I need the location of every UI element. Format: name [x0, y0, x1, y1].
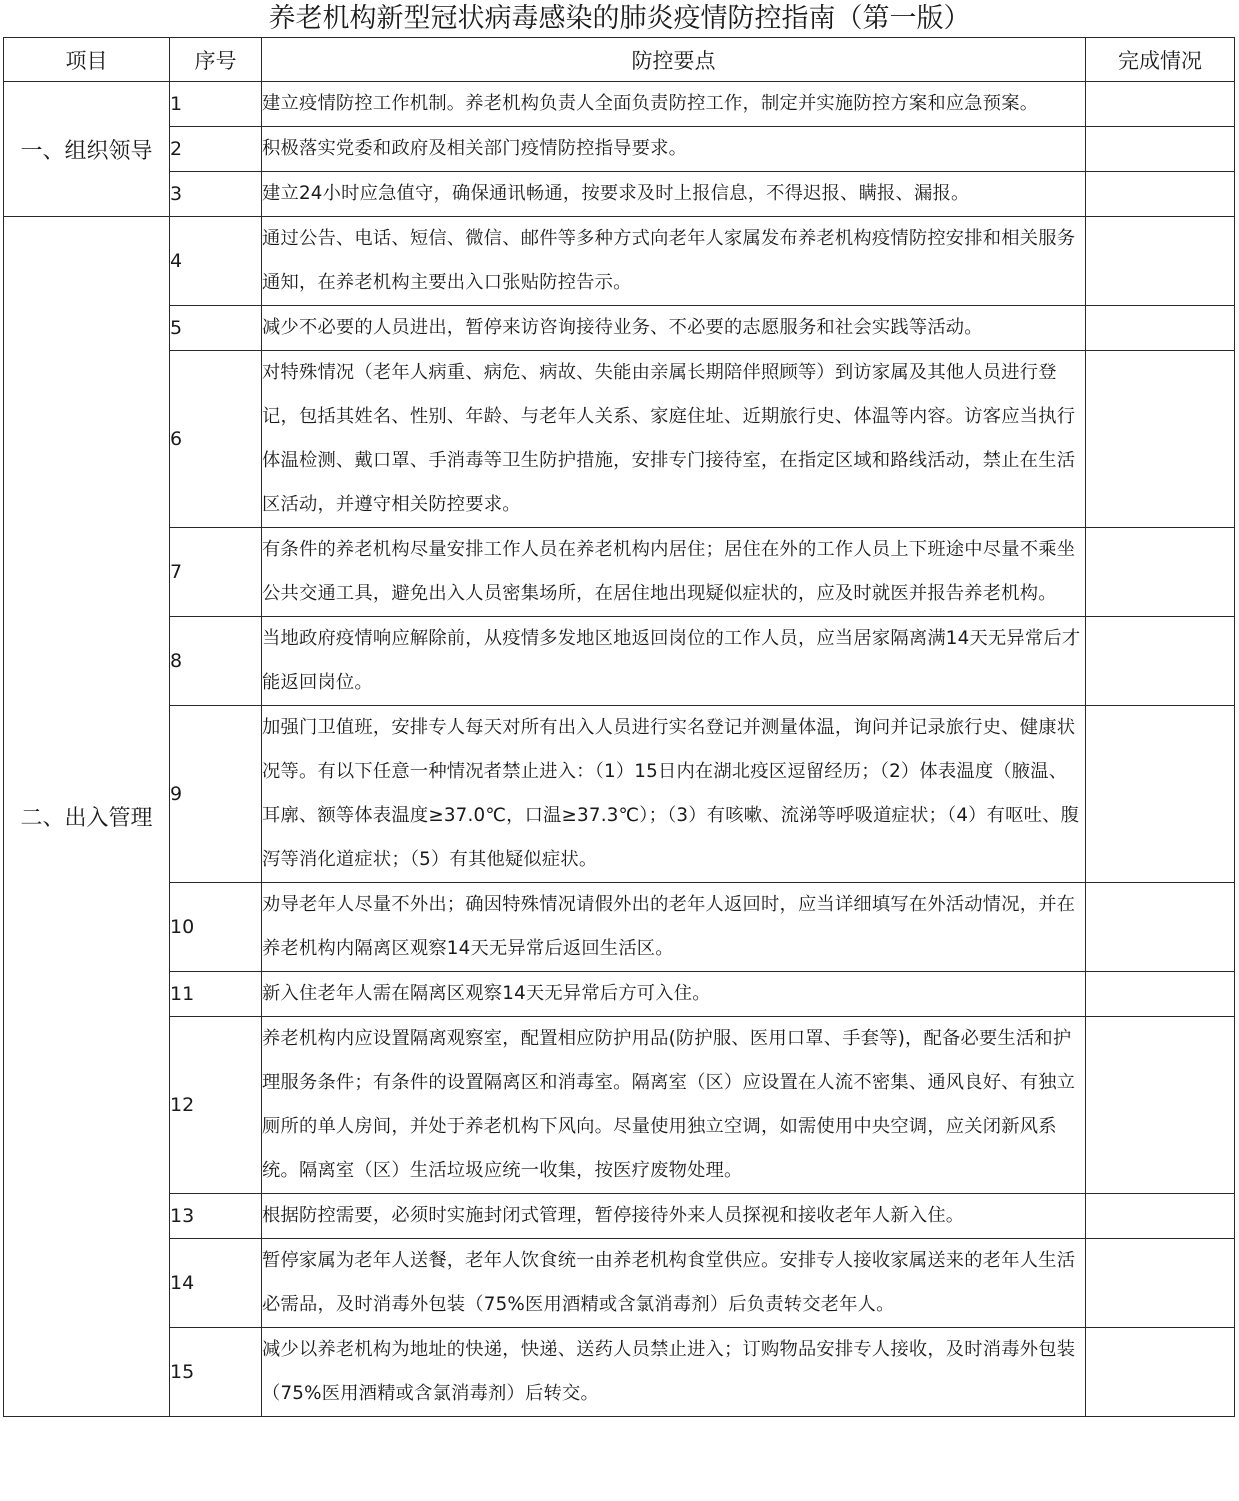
row-seq: 5 — [170, 306, 262, 351]
header-row — [4, 38, 1235, 82]
row-seq: 11 — [170, 972, 262, 1017]
row-status-cell — [1086, 127, 1235, 172]
row-seq: 8 — [170, 617, 262, 706]
row-point: 通过公告、电话、短信、微信、邮件等多种方式向老年人家属发布养老机构疫情防控安排和相关服务通知，在养老机构主要出入口张贴防控告示。 — [262, 217, 1086, 306]
header-points: 防控要点 — [262, 38, 1086, 82]
row-status-cell — [1086, 1017, 1235, 1194]
table-row — [4, 883, 1235, 972]
table-row — [4, 351, 1235, 528]
row-status-cell — [1086, 217, 1235, 306]
table-row — [4, 972, 1235, 1017]
table-row — [4, 127, 1235, 172]
table-row — [4, 217, 1235, 306]
row-seq: 1 — [170, 82, 262, 127]
row-point: 当地政府疫情响应解除前，从疫情多发地区地返回岗位的工作人员，应当居家隔离满14天无异常后才能返回岗位。 — [262, 617, 1086, 706]
row-status-cell — [1086, 82, 1235, 127]
row-point: 暂停家属为老年人送餐，老年人饮食统一由养老机构食堂供应。安排专人接收家属送来的老年人生活必需品，及时消毒外包装（75%医用酒精或含氯消毒剂）后负责转交老年人。 — [262, 1239, 1086, 1328]
row-seq: 7 — [170, 528, 262, 617]
row-status-cell — [1086, 1328, 1235, 1417]
row-seq: 6 — [170, 351, 262, 528]
table-row — [4, 1194, 1235, 1239]
row-point: 加强门卫值班，安排专人每天对所有出入人员进行实名登记并测量体温，询问并记录旅行史、健康状况等。有以下任意一种情况者禁止进入：（1）15日内在湖北疫区逗留经历；（2）体表温度（腋温、耳廓、额等体表温度≥37.0℃，口温≥37.3℃）；（3）有咳嗽、流涕等呼吸道症状；（4）有呕吐、腹泻等消化道症状；（5）有其他疑似症状。 — [262, 706, 1086, 883]
row-status-cell — [1086, 706, 1235, 883]
section-organization: 一、组织领导 — [4, 82, 170, 217]
row-status-cell — [1086, 972, 1235, 1017]
row-seq: 10 — [170, 883, 262, 972]
row-point: 新入住老年人需在隔离区观察14天无异常后方可入住。 — [262, 972, 1086, 1017]
prevention-checklist-table — [3, 37, 1235, 1417]
section-access-control: 二、出入管理 — [4, 217, 170, 1417]
row-seq: 2 — [170, 127, 262, 172]
row-seq: 9 — [170, 706, 262, 883]
row-seq: 4 — [170, 217, 262, 306]
table-row — [4, 528, 1235, 617]
table-row — [4, 706, 1235, 883]
row-point: 积极落实党委和政府及相关部门疫情防控指导要求。 — [262, 127, 1086, 172]
row-seq: 3 — [170, 172, 262, 217]
row-status-cell — [1086, 883, 1235, 972]
table-row — [4, 1017, 1235, 1194]
row-point: 建立疫情防控工作机制。养老机构负责人全面负责防控工作，制定并实施防控方案和应急预案。 — [262, 82, 1086, 127]
table-row — [4, 1328, 1235, 1417]
table-row — [4, 82, 1235, 127]
row-status-cell — [1086, 617, 1235, 706]
row-point: 根据防控需要，必须时实施封闭式管理，暂停接待外来人员探视和接收老年人新入住。 — [262, 1194, 1086, 1239]
table-row — [4, 617, 1235, 706]
table-row — [4, 306, 1235, 351]
row-status-cell — [1086, 351, 1235, 528]
row-point: 减少不必要的人员进出，暂停来访咨询接待业务、不必要的志愿服务和社会实践等活动。 — [262, 306, 1086, 351]
document-title: 养老机构新型冠状病毒感染的肺炎疫情防控指南（第一版） — [268, 3, 971, 34]
row-seq: 13 — [170, 1194, 262, 1239]
row-point: 对特殊情况（老年人病重、病危、病故、失能由亲属长期陪伴照顾等）到访家属及其他人员进行登记，包括其姓名、性别、年龄、与老年人关系、家庭住址、近期旅行史、体温等内容。访客应当执行体温检测、戴口罩、手消毒等卫生防护措施，安排专门接待室，在指定区域和路线活动，禁止在生活区活动，并遵守相关防控要求。 — [262, 351, 1086, 528]
table-row — [4, 172, 1235, 217]
row-status-cell — [1086, 528, 1235, 617]
row-status-cell — [1086, 172, 1235, 217]
row-point: 建立24小时应急值守，确保通讯畅通，按要求及时上报信息，不得迟报、瞒报、漏报。 — [262, 172, 1086, 217]
row-seq: 15 — [170, 1328, 262, 1417]
row-point: 养老机构内应设置隔离观察室，配置相应防护用品(防护服、医用口罩、手套等)，配备必要生活和护理服务条件；有条件的设置隔离区和消毒室。隔离室（区）应设置在人流不密集、通风良好、有独立厕所的单人房间，并处于养老机构下风向。尽量使用独立空调，如需使用中央空调，应关闭新风系统。隔离室（区）生活垃圾应统一收集，按医疗废物处理。 — [262, 1017, 1086, 1194]
row-point: 劝导老年人尽量不外出；确因特殊情况请假外出的老年人返回时，应当详细填写在外活动情况，并在养老机构内隔离区观察14天无异常后返回生活区。 — [262, 883, 1086, 972]
row-point: 有条件的养老机构尽量安排工作人员在养老机构内居住；居住在外的工作人员上下班途中尽量不乘坐公共交通工具，避免出入人员密集场所，在居住地出现疑似症状的，应及时就医并报告养老机构。 — [262, 528, 1086, 617]
table-row — [4, 1239, 1235, 1328]
row-status-cell — [1086, 1239, 1235, 1328]
header-status: 完成情况 — [1086, 38, 1235, 82]
row-point: 减少以养老机构为地址的快递，快递、送药人员禁止进入；订购物品安排专人接收，及时消毒外包装（75%医用酒精或含氯消毒剂）后转交。 — [262, 1328, 1086, 1417]
header-item: 项目 — [4, 38, 170, 82]
row-status-cell — [1086, 1194, 1235, 1239]
row-seq: 14 — [170, 1239, 262, 1328]
row-status-cell — [1086, 306, 1235, 351]
header-seq: 序号 — [170, 38, 262, 82]
row-seq: 12 — [170, 1017, 262, 1194]
